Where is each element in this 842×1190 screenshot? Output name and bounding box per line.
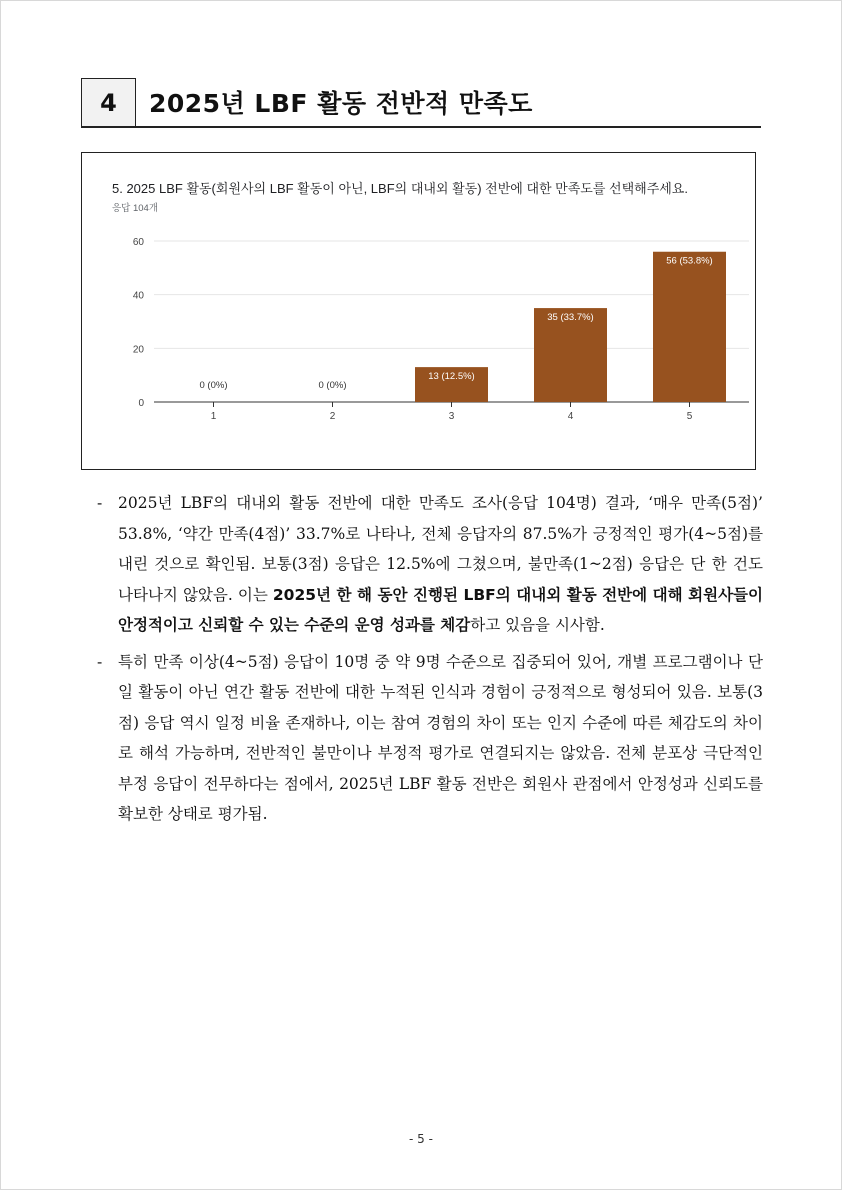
chart-question: 5. 2025 LBF 활동(회원사의 LBF 활동이 아닌, LBF의 대내외 활동) 전반에 대한 만족도를 선택해주세요. [112,181,688,196]
paragraph-1 [97,488,763,641]
x-tick-label: 1 [210,411,217,422]
data-label: 0 (0%) [199,380,228,391]
paragraph-2 [97,647,763,830]
x-tick-label: 4 [567,411,574,422]
bullet-dash: - [97,652,103,671]
x-tick-label: 2 [329,411,336,422]
bar-chart [82,153,755,469]
body-text [97,488,763,832]
data-label: 13 (12.5%) [428,371,475,383]
data-label: 56 (53.8%) [666,255,713,267]
x-tick-label: 5 [686,411,693,422]
x-tick-label: 3 [448,411,455,422]
chart-panel [81,152,756,470]
chart-response-count: 응답 104개 [112,203,159,214]
page-number: - 5 - [409,1132,433,1146]
paragraph-2-text: 특히 만족 이상(4~5점) 응답이 10명 중 약 9명 수준으로 집중되어 있어, 개별 프로그램이나 단일 활동이 아닌 연간 활동 전반에 대한 누적된 인식과 경험이 긍정적으로 형성되어 있음. 보통(3점) 응답 역시 일정 비율 존재하나, 이는 참여 경험의 차이 또는 인지 수준에 따른 체감도의 차이로 해석 가능하며, 전반적인 불만이나 부정적 평가로 연결되지는 않았음. 전체 분포상 극단적인 부정 응답이 전무하다는 점에서, 2025년 LBF 활동 전반은 회원사 관점에서 안정성과 신뢰도를 확보한 상태로 평가됨. [118,652,763,823]
section-header [81,78,761,128]
paragraph-1-text-b: 하고 있음을 시사함. [470,616,605,634]
bar-5 [653,252,726,402]
y-tick-label: 0 [138,398,144,409]
section-title: 2025년 LBF 활동 전반적 만족도 [149,89,533,118]
paragraph-1-bold: 2025년 한 해 동안 진행된 LBF의 대내외 활동 전반에 대해 회원사들이 안정적이고 신뢰할 수 있는 수준의 운영 성과를 체감 [118,585,763,634]
section-number: 4 [81,78,136,128]
section-underline [81,126,761,128]
bullet-dash: - [97,494,103,512]
y-tick-label: 20 [132,344,144,356]
data-label: 0 (0%) [318,380,347,391]
y-tick-label: 40 [132,290,144,302]
paragraph-1-text-a: 2025년 LBF의 대내외 활동 전반에 대한 만족도 조사(응답 104명) 결과, ‘매우 만족(5점)’ 53.8%, ‘약간 만족(4점)’ 33.7%로 나타나, 전체 응답자의 87.5%가 긍정적인 평가(4~5점)를 내린 것으로 확인됨. 보통(3점) 응답은 12.5%에 그쳤으며, 불만족(1~2점) 응답은 단 한 건도 나타나지 않았음. 이는 [118,494,763,604]
data-label: 35 (33.7%) [547,312,594,324]
y-tick-label: 60 [132,237,144,248]
